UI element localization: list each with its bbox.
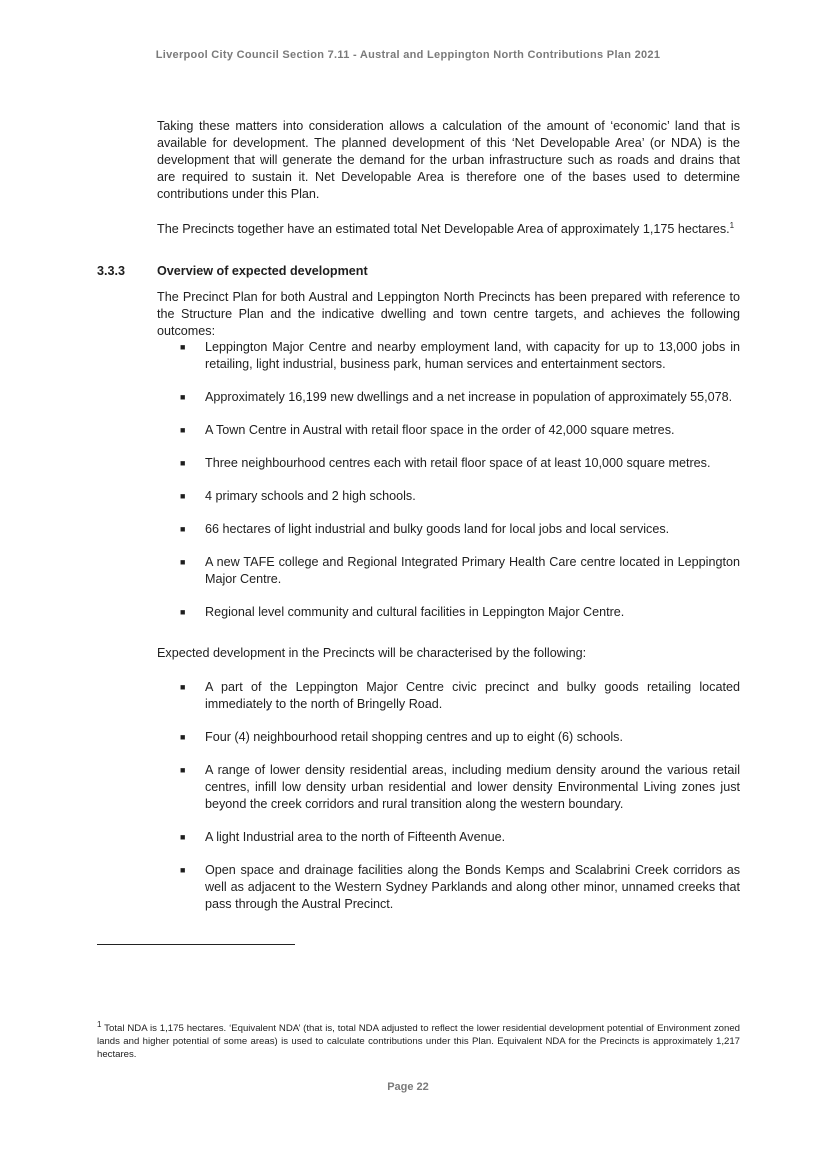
footnote-reference[interactable]: 1: [729, 220, 735, 230]
footnote-number: 1: [97, 1019, 102, 1029]
footnote-text: Total NDA is 1,175 hectares. ‘Equivalent NDA’ (that is, total NDA adjusted to reflect the lower residential development potential of Environment zoned lands and higher potential of some areas) is used to calculate contributions under this Plan. Equivalent NDA for the Precincts is approximately 1,217 hectares.: [97, 1023, 740, 1060]
section-title: Overview of expected development: [157, 264, 368, 278]
list-item: [180, 339, 740, 373]
list-item: [180, 389, 740, 406]
bullet-icon: ■: [180, 607, 186, 617]
list-item-text: Leppington Major Centre and nearby employment land, with capacity for up to 13,000 jobs in retailing, light industrial, business park, human services and entertainment sectors.: [205, 340, 740, 371]
list-item-text: A part of the Leppington Major Centre civic precinct and bulky goods retailing located immediately to the north of Bringelly Road.: [205, 680, 740, 711]
list-item-text: 66 hectares of light industrial and bulky goods land for local jobs and local services.: [205, 522, 670, 536]
list-item: [180, 604, 740, 621]
list-item-text: Four (4) neighbourhood retail shopping centres and up to eight (6) schools.: [205, 730, 623, 744]
list-item: [180, 729, 740, 746]
bullet-icon: ■: [180, 491, 186, 501]
paragraph-expected-development: Expected development in the Precincts will be characterised by the following:: [157, 646, 587, 660]
list-item-text: 4 primary schools and 2 high schools.: [205, 489, 416, 503]
list-item: [180, 554, 740, 588]
bullet-icon: ■: [180, 342, 186, 352]
list-item: [180, 679, 740, 713]
list-item-text: A range of lower density residential areas, including medium density around the various retail centres, infill low density urban residential and lower density Environmental Living zones just beyond the creek corridors and rural transition along the western boundary.: [205, 763, 740, 811]
list-item-text: A light Industrial area to the north of Fifteenth Avenue.: [205, 830, 506, 844]
list-item: [180, 762, 740, 813]
bullet-icon: ■: [180, 865, 186, 875]
paragraph-nda-total-text: The Precincts together have an estimated total Net Developable Area of approximately 1,175 hectares.: [157, 222, 730, 236]
list-item: [180, 521, 740, 538]
bullet-icon: ■: [180, 557, 186, 567]
bullet-icon: ■: [180, 832, 186, 842]
list-item-text: Three neighbourhood centres each with retail floor space of at least 10,000 square metres.: [205, 456, 711, 470]
list-item-text: A new TAFE college and Regional Integrated Primary Health Care centre located in Leppington Major Centre.: [205, 555, 740, 586]
bullet-icon: ■: [180, 392, 186, 402]
bullet-icon: ■: [180, 524, 186, 534]
list-item-text: Open space and drainage facilities along the Bonds Kemps and Scalabrini Creek corridors as well as adjacent to the Western Sydney Parklands and along other minor, unnamed creeks that pass through the Austral Precinct.: [205, 863, 740, 911]
section-number: 3.3.3: [97, 264, 126, 278]
list-item: [180, 488, 740, 505]
bullet-icon: ■: [180, 765, 186, 775]
outcomes-list: [180, 339, 740, 637]
page-number: Page 22: [387, 1081, 429, 1093]
list-item: [180, 862, 740, 913]
paragraph-precinct-plan: The Precinct Plan for both Austral and Leppington North Precincts has been prepared with reference to the Structure Plan and the indicative dwelling and town centre targets, and achieves the following outcomes:: [157, 290, 740, 338]
footnote: [97, 1019, 740, 1061]
footnote-divider: [97, 944, 295, 945]
list-item-text: Approximately 16,199 new dwellings and a net increase in population of approximately 55,078.: [205, 390, 733, 404]
bullet-icon: ■: [180, 458, 186, 468]
list-item-text: Regional level community and cultural facilities in Leppington Major Centre.: [205, 605, 625, 619]
paragraph-nda-intro: Taking these matters into consideration allows a calculation of the amount of ‘economic’ land that is available for development. The planned development of this ‘Net Developable Area’ (or NDA) is the development that will generate the demand for the urban infrastructure such as roads and drains that are required to sustain it. Net Developable Area is therefore one of the bases used to determine contributions under this Plan.: [157, 119, 740, 201]
running-header: Liverpool City Council Section 7.11 - Austral and Leppington North Contributions Plan 2021: [155, 49, 661, 61]
bullet-icon: ■: [180, 425, 186, 435]
expected-development-list: [180, 679, 740, 929]
list-item-text: A Town Centre in Austral with retail floor space in the order of 42,000 square metres.: [205, 423, 675, 437]
bullet-icon: ■: [180, 682, 186, 692]
list-item: [180, 829, 740, 846]
list-item: [180, 455, 740, 472]
list-item: [180, 422, 740, 439]
bullet-icon: ■: [180, 732, 186, 742]
paragraph-nda-total: [157, 221, 740, 238]
